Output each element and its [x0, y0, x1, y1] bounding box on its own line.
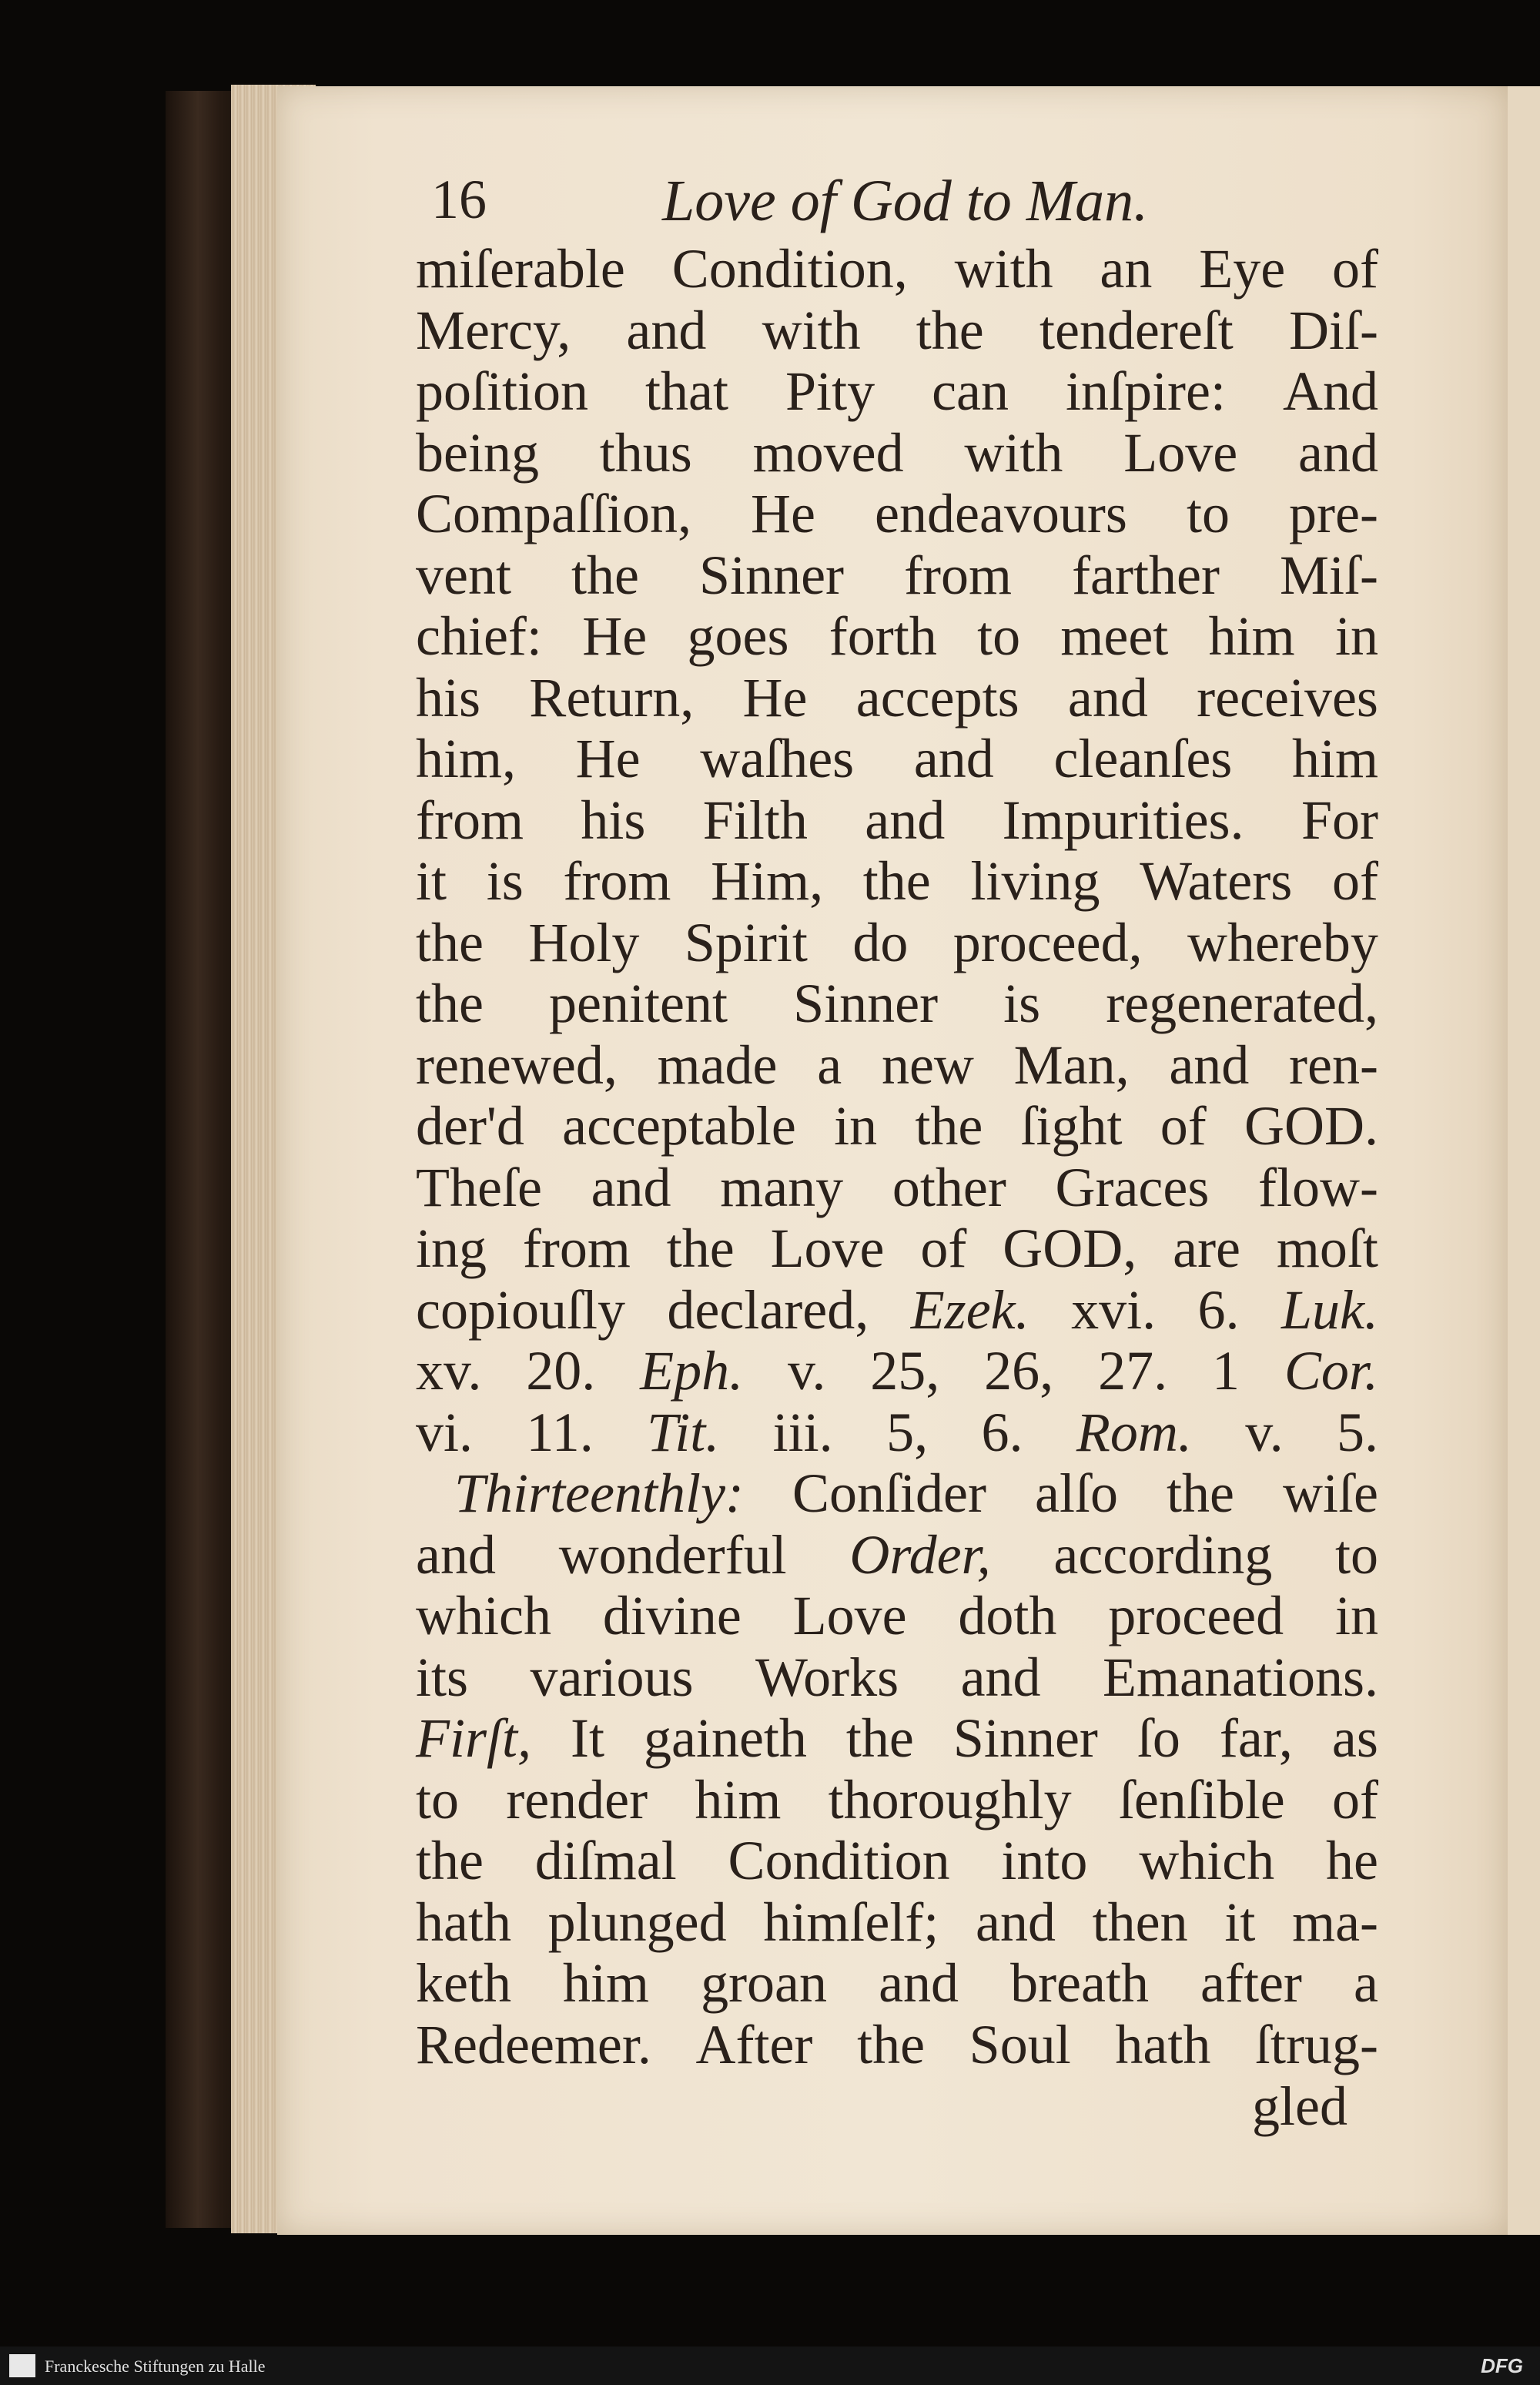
text-line: renewed, made a new Man, and ren- — [416, 1033, 1378, 1096]
text-line: der'd acceptable in the ſight of GOD. — [416, 1095, 1378, 1157]
text-line: Thirteenthly: Conſider alſo the wiſe — [454, 1462, 1378, 1524]
text-line: copiouſly declared, Ezek. xvi. 6. Luk. — [416, 1278, 1378, 1341]
text-line: the diſmal Condition into which he — [416, 1830, 1378, 1891]
footer-bar — [0, 2346, 1540, 2385]
text-line: vi. 11. Tit. iii. 5, 6. Rom. v. 5. — [416, 1401, 1378, 1463]
text-line: hath plunged himſelf; and then it ma- — [416, 1891, 1378, 1953]
body-lines — [416, 239, 1378, 2075]
catchword: gled — [1252, 2075, 1348, 2137]
text-line: to render him thoroughly ſenſible of — [416, 1768, 1378, 1831]
institution-logo-icon — [9, 2354, 35, 2377]
facing-page-edge — [1508, 86, 1540, 2235]
text-line: the Holy Spirit do proceed, whereby — [416, 911, 1378, 973]
text-line: vent the Sinner from farther Miſ- — [416, 544, 1378, 606]
text-line: it is from Him, the living Waters of — [416, 850, 1378, 912]
text-line: miſerable Condition, with an Eye of — [416, 238, 1378, 300]
text-line: Compaſſion, He endeavours to pre- — [416, 483, 1378, 544]
text-line: ing from the Love of GOD, are moſt — [416, 1218, 1378, 1279]
text-line: Theſe and many other Graces flow- — [416, 1156, 1378, 1218]
page-number: 16 — [431, 169, 487, 230]
text-line: Redeemer. After the Soul hath ſtrug- — [416, 2013, 1378, 2075]
page-text — [416, 154, 1378, 2137]
text-line: being thus moved with Love and — [416, 421, 1378, 484]
running-title: Love of God to Man. — [662, 169, 1149, 233]
institution-name: Franckesche Stiftungen zu Halle — [45, 2357, 266, 2376]
dfg-logo: DFG — [1481, 2354, 1523, 2377]
text-line: its various Works and Emanations. — [416, 1646, 1378, 1708]
text-line: from his Filth and Impurities. For — [416, 789, 1378, 851]
text-line: Firſt, It gaineth the Sinner ſo far, as — [416, 1707, 1378, 1769]
text-line: poſition that Pity can inſpire: And — [416, 360, 1378, 422]
text-line: Mercy, and with the tendereſt Diſ- — [416, 299, 1378, 361]
text-line: which divine Love doth proceed in — [416, 1585, 1378, 1646]
text-line: him, He waſhes and cleanſes him — [416, 728, 1378, 789]
text-line: keth him groan and breath after a — [416, 1952, 1378, 2014]
text-line: the penitent Sinner is regenerated, — [416, 973, 1378, 1034]
page-header — [431, 154, 1378, 239]
text-line: chief: He goes forth to meet him in — [416, 605, 1378, 667]
text-line: and wonderful Order, according to — [416, 1523, 1378, 1586]
text-line: his Return, He accepts and receives — [416, 666, 1378, 729]
text-line: xv. 20. Eph. v. 25, 26, 27. 1 Cor. — [416, 1340, 1378, 1402]
